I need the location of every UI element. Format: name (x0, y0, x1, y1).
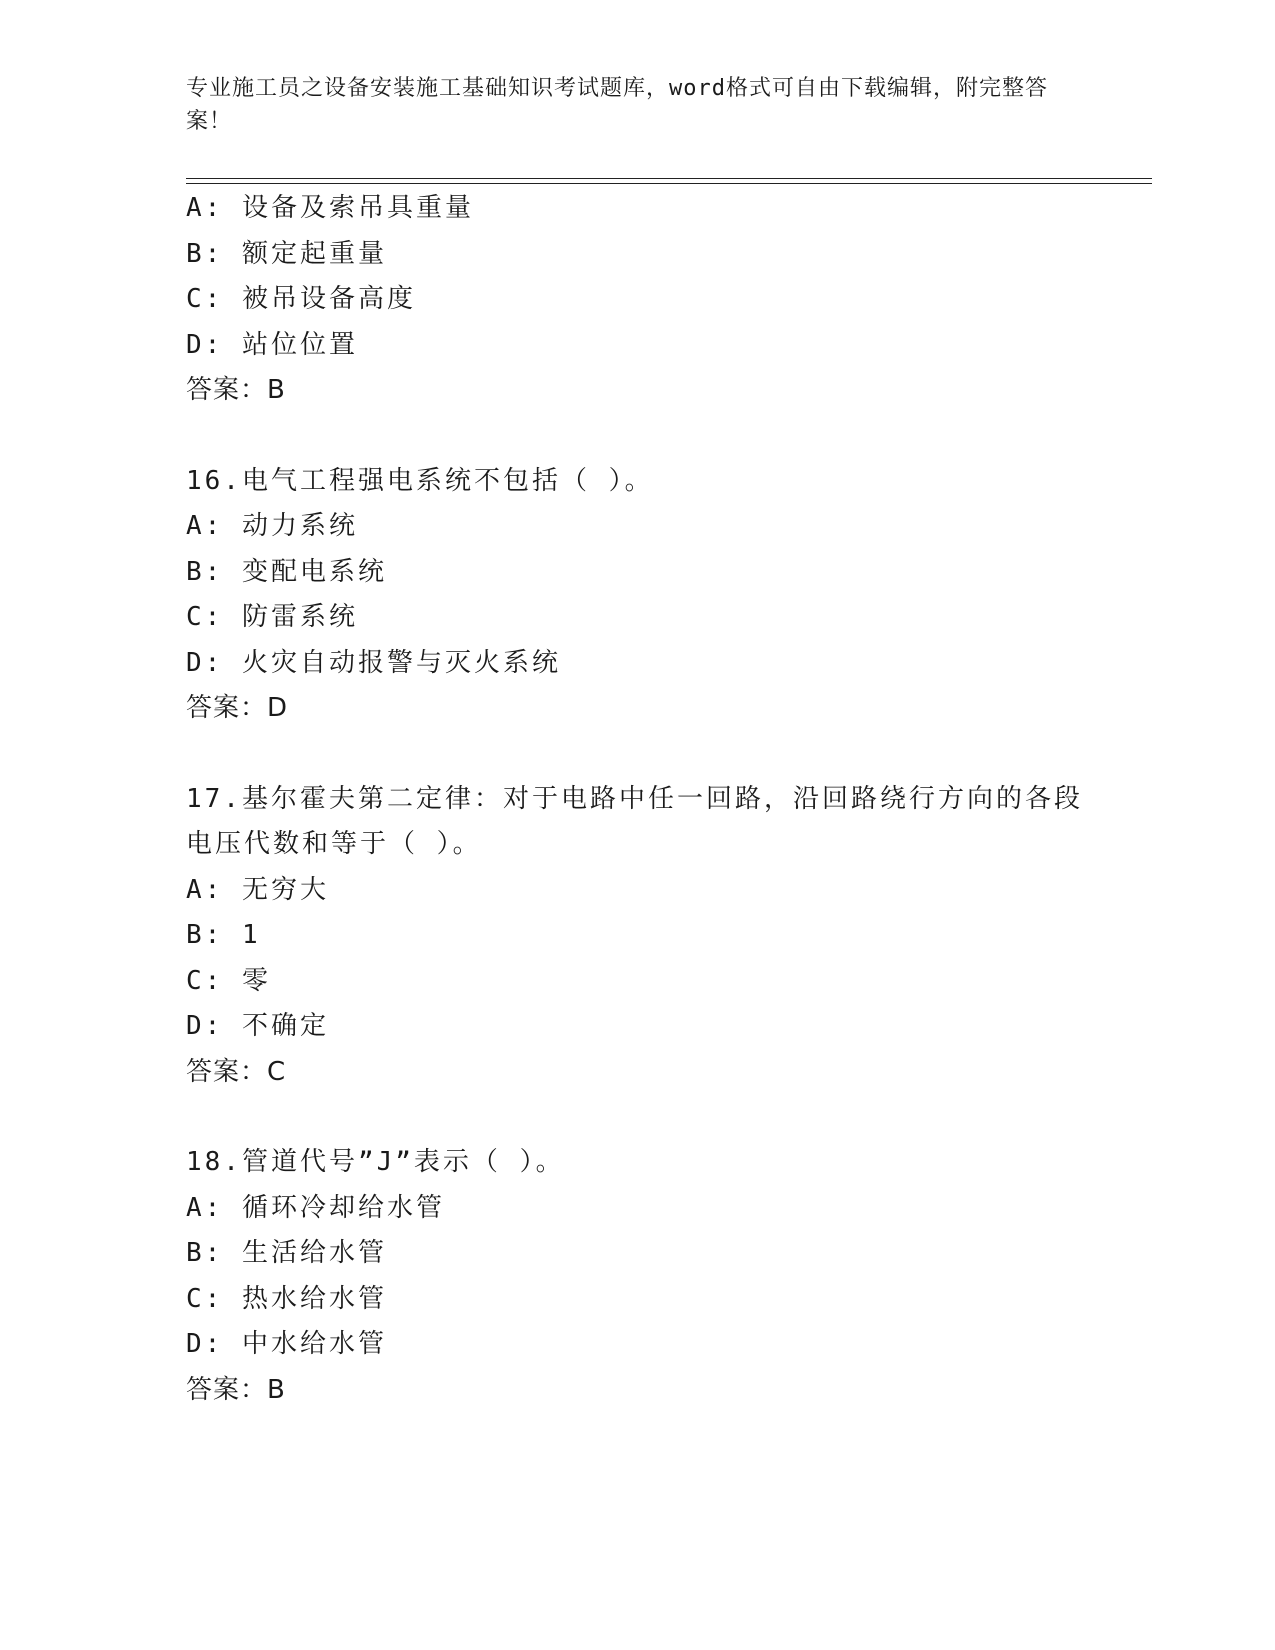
option-b: B: 生活给水管 (186, 1238, 387, 1268)
answer: 答案：B (186, 1374, 286, 1405)
option-c: C: 防雷系统 (186, 602, 358, 632)
question-stem: 18.管道代号”J”表示（ ）。 (186, 1147, 565, 1177)
spacer (186, 732, 1146, 777)
question-18 (186, 1140, 1146, 1413)
option-b: B: 变配电系统 (186, 556, 387, 587)
header-divider-top (186, 178, 1152, 179)
question-16 (186, 459, 1146, 732)
option-c: C: 热水给水管 (186, 1283, 387, 1314)
question-stem-line-1: 17.基尔霍夫第二定律：对于电路中任一回路，沿回路绕行方向的各段 (186, 783, 1083, 814)
option-c: C: 零 (186, 965, 271, 996)
answer: 答案：B (186, 375, 286, 405)
option-b: B: 1 (186, 920, 261, 950)
option-d: D: 火灾自动报警与灭火系统 (186, 647, 561, 678)
spacer (186, 1095, 1146, 1140)
question-17 (186, 777, 1146, 1096)
option-a: A: 循环冷却给水管 (186, 1192, 445, 1223)
option-a: A: 动力系统 (186, 511, 358, 541)
option-d: D: 中水给水管 (186, 1329, 387, 1359)
option-b: B: 额定起重量 (186, 238, 387, 269)
question-stem-line-2: 电压代数和等于（ ）。 (186, 829, 482, 859)
question-list (186, 186, 1146, 1413)
header-divider-bottom (186, 183, 1152, 184)
question-stem: 16.电气工程强电系统不包括（ ）。 (186, 465, 654, 496)
option-c: C: 被吊设备高度 (186, 284, 416, 314)
answer: 答案：D (186, 693, 289, 723)
question-15 (186, 186, 1146, 414)
option-a: A: 无穷大 (186, 874, 329, 905)
option-d: D: 站位位置 (186, 329, 358, 360)
option-a: A: 设备及索吊具重量 (186, 193, 474, 223)
spacer (186, 414, 1146, 459)
option-d: D: 不确定 (186, 1011, 329, 1041)
document-header: 专业施工员之设备安装施工基础知识考试题库，word格式可自由下载编辑，附完整答案！ (186, 76, 1048, 134)
answer: 答案：C (186, 1056, 287, 1087)
